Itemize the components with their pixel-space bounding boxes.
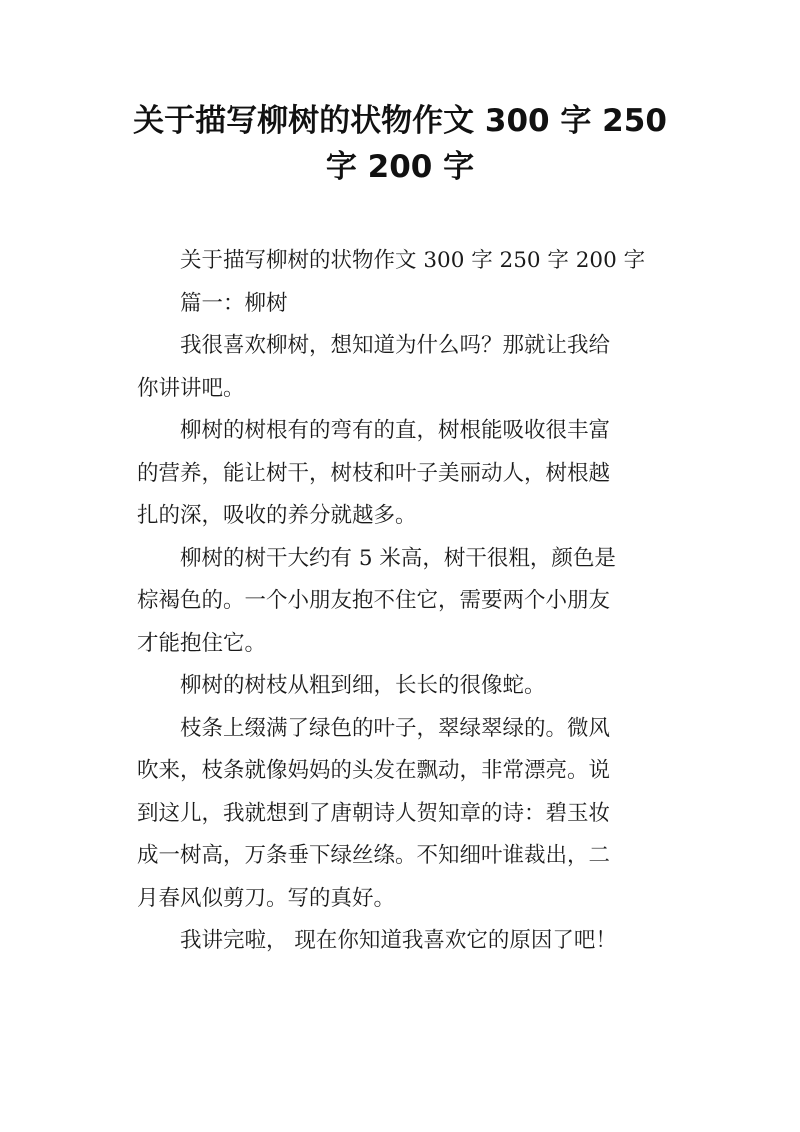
document-title — [100, 98, 700, 190]
body-line-section-heading: 篇一：柳树 — [180, 290, 288, 316]
body-line: 月春风似剪刀。写的真好。 — [137, 885, 396, 911]
body-line: 棕褐色的。一个小朋友抱不住它，需要两个小朋友 — [137, 588, 611, 613]
body-line-subtitle: 关于描写柳树的状物作文 300 字 250 字 200 字 — [180, 248, 646, 273]
title-line-1: 关于描写柳树的状物作文 300 字 250 — [133, 103, 667, 139]
document-body — [137, 240, 677, 963]
body-line: 扎的深，吸收的养分就越多。 — [137, 503, 417, 528]
body-line: 柳树的树枝从粗到细，长长的很像蛇。 — [180, 673, 546, 698]
body-line: 才能抱住它。 — [137, 630, 267, 656]
body-line: 吹来，枝条就像妈妈的头发在飘动，非常漂亮。说 — [137, 758, 611, 783]
body-line: 到这儿，我就想到了唐朝诗人贺知章的诗：碧玉妆 — [137, 800, 611, 826]
body-line: 的营养，能让树干，树枝和叶子美丽动人，树根越 — [137, 460, 611, 486]
body-line: 成一树高，万条垂下绿丝绦。不知细叶谁裁出，二 — [137, 843, 611, 868]
body-line-closing: 我讲完啦， 现在你知道我喜欢它的原因了吧！ — [180, 928, 617, 953]
body-line: 柳树的树干大约有 5 米高，树干很粗，颜色是 — [180, 545, 616, 571]
body-line: 你讲讲吧。 — [137, 375, 245, 401]
body-line: 柳树的树根有的弯有的直，树根能吸收很丰富 — [180, 418, 611, 443]
title-line-2: 字 200 字 — [325, 149, 475, 185]
body-line: 我很喜欢柳树，想知道为什么吗？那就让我给 — [180, 333, 611, 358]
body-line: 枝条上缀满了绿色的叶子，翠绿翠绿的。微风 — [180, 715, 611, 741]
